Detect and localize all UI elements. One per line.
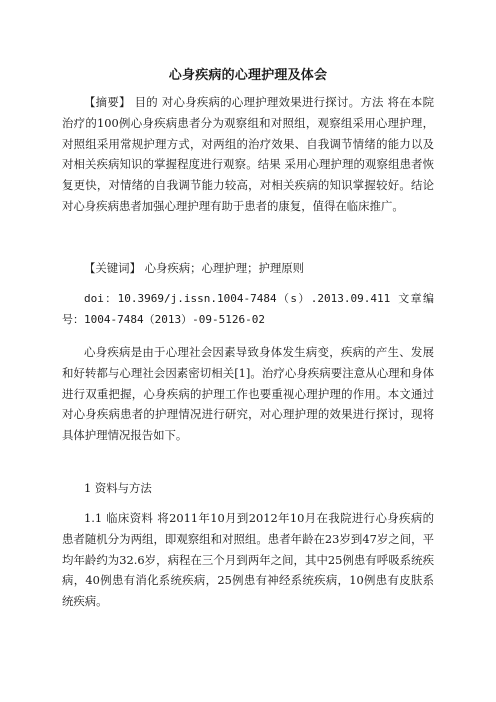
document-title: 心身疾病的心理护理及体会 xyxy=(168,68,328,83)
abstract-paragraph: 【摘要】 目的 对心身疾病的心理护理效果进行探讨。方法 将在本院治疗的100例心身疾病患者分为观察组和对照组，观察组采用心理护理，对照组采用常规护理方式，对两组的治疗效果、自我调节情绪的能力以及对相关疾病知识的掌握程度进行观察。结果 采用心理护理的观察组患者恢复更快，对情绪的自我调节能力较高，对相关疾病的知识掌握较好。结论 对心身疾病患者加强心理护理有助于患者的康复，值得在临床推广。 xyxy=(62,95,434,213)
keywords-paragraph: 【关键词】 心身疾病；心理护理；护理原则 xyxy=(84,261,305,275)
section-heading: 1 资料与方法 xyxy=(84,481,152,495)
intro-paragraph: 心身疾病是由于心理社会因素导致身体发生病变，疾病的产生、发展和好转都与心理社会因素密切相关[1]。治疗心身疾病要注意从心理和身体进行双重把握，心身疾病的护理工作也要重视心理护理的作用。本文通过对心身疾病患者的护理情况进行研究，对心理护理的效果进行探讨，现将具体护理情况报告如下。 xyxy=(62,345,434,443)
doi-paragraph: doi：10.3969/j.issn.1004-7484（s）.2013.09.411 文章编号：1004-7484（2013）-09-5126-02 xyxy=(62,292,434,326)
section-1-1-paragraph: 1.1 临床资料 将2011年10月到2012年10月在我院进行心身疾病的患者随机分为两组，即观察组和对照组。患者年龄在23岁到47岁之间，平均年龄约为32.6岁，病程在三个月到两年之间，其中25例患有呼吸系统疾病，40例患有消化系统疾病，25例患有神经系统疾病，10例患有皮肤系统疾病。 xyxy=(62,511,434,609)
